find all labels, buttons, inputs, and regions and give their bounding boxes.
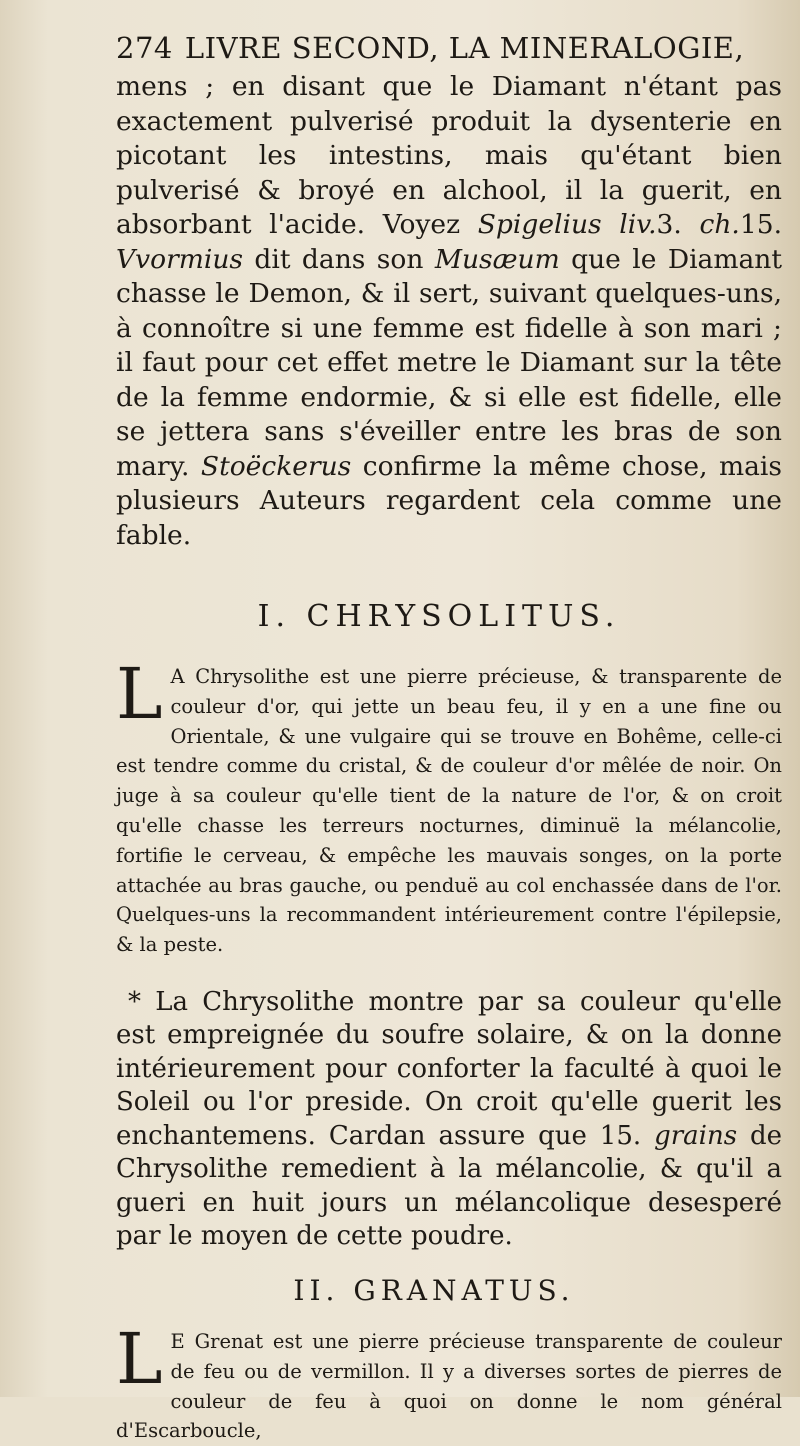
granatus-paragraph-1 — [116, 1317, 782, 1446]
chrysolitus-text-2a: * La Chrysolithe montre par sa couleur qu'elle est empreignée du soufre solaire, & on la donne intérieurement pour conforter la faculté à quoi le Soleil ou l'or preside. On croit qu'elle guerit les enchantemens. Cardan assure que 15. — [116, 986, 782, 1151]
chrysolitus-paragraph-2 — [116, 986, 782, 1254]
intro-paragraph — [116, 70, 782, 553]
section-title-granatus: II. GRANATUS. — [293, 1273, 575, 1307]
chrysolitus-paragraph-1 — [116, 653, 782, 960]
ref-musaeum: Musæum — [434, 243, 560, 275]
ref-stoeckerus: Stoëckerus — [200, 450, 352, 482]
intro-text-f: confirme la même chose, mais plusieurs Auteurs regardent cela comme une fable. — [116, 450, 782, 551]
running-header — [116, 28, 782, 68]
section-title-chrysolitus: I. CHRYSOLITUS. — [257, 599, 621, 634]
dropcap-l-2: L — [116, 1317, 163, 1400]
page-number: 274 — [116, 31, 173, 65]
granatus-text-1: E Grenat est une pierre précieuse transparente de couleur de feu ou de vermillon. Il y a diverses sortes de pierres de couleur de feu à quoi on donne le nom général d'Escarboucle, — [116, 1329, 782, 1443]
ref-vvormius: Vvormius — [116, 243, 244, 275]
intro-text-d: dit dans son — [243, 243, 435, 275]
intro-text-e: que le Diamant chasse le Demon, & il sert, suivant quelques-uns, à connoître si une femme est fidelle à son mari ; il faut pour cet effet metre le Diamant sur la tête de la femme endormie, & si elle est fidelle, elle se jettera sans s'éveiller entre les bras de son mary. — [116, 243, 782, 482]
intro-text-c: 15. — [739, 209, 782, 240]
intro-text-a: mens ; en disant que le Diamant n'étant pas exactement pulverisé produit la dysenterie en picotant les intestins, mais qu'étant bien pulverisé & broyé en alchool, il la guerit, en absorbant l'acide. Voyez — [116, 71, 782, 240]
grains-italic: grains — [654, 1120, 738, 1151]
chrysolitus-text-2b: de Chrysolithe remedient à la mélancolie, & qu'il a gueri en huit jours un mélancolique desesperé par le moyen de cette poudre. — [116, 1120, 782, 1252]
intro-text-b: 3. — [656, 209, 700, 240]
chrysolitus-text-1: A Chrysolithe est une pierre précieuse, & transparente de couleur d'or, qui jette un beau feu, il y en a une fine ou Orientale, & une vulgaire qui se trouve en Bohême, celle-ci est tendre comme du cristal, & de couleur d'or mêlée de noir. On juge à sa couleur qu'elle tient de la nature de l'or, & on croit qu'elle chasse les terreurs nocturnes, diminuë la mélancolie, fortifie le cerveau, & empêche les mauvais songes, on la porte attachée au bras gauche, ou penduë au col enchassée dans de l'or. Quelques-uns la recommandent intérieurement contre l'épilepsie, & la peste. — [116, 665, 782, 957]
ref-spigelius: Spigelius liv. — [477, 209, 657, 240]
dropcap-l: L — [116, 653, 163, 735]
ref-chapter: ch. — [699, 209, 740, 240]
running-title: LIVRE SECOND, LA MINERALOGIE, — [184, 31, 745, 65]
